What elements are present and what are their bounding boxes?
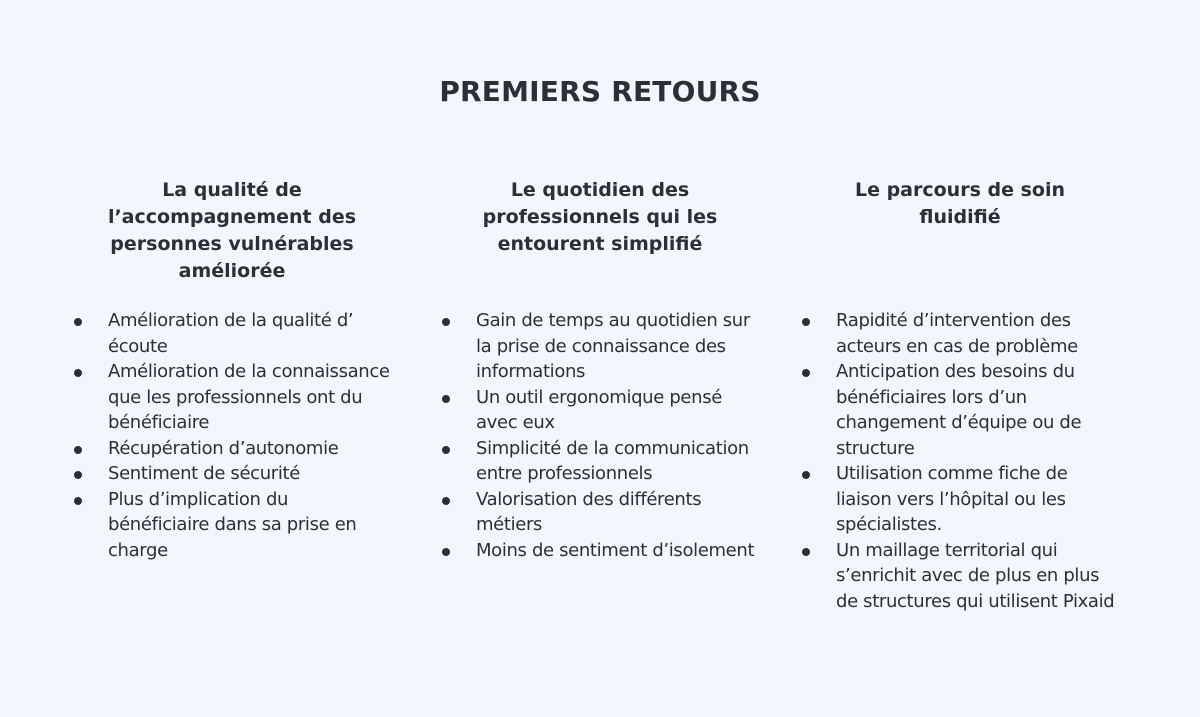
- bullet-icon: [442, 446, 450, 454]
- bullet-icon: [442, 395, 450, 403]
- list-item-text: Valorisation des différents métiers: [476, 488, 702, 535]
- list-item: [72, 487, 394, 564]
- bullet-icon: [442, 548, 450, 556]
- list-item: [800, 461, 1122, 538]
- bullet-icon: [442, 318, 450, 326]
- bullet-icon: [802, 471, 810, 479]
- list-item: [440, 538, 760, 564]
- list-item-text: Plus d’implication du bénéficiaire dans sa prise en charge: [108, 488, 357, 561]
- list-item-text: Utilisation comme fiche de liaison vers l’hôpital ou les spécialistes.: [836, 463, 1068, 535]
- list-item: [72, 436, 394, 462]
- list-item-text: Simplicité de la communication entre professionnels: [476, 437, 749, 484]
- list-item-text: Gain de temps au quotidien sur la prise de connaissance des informations: [476, 310, 750, 382]
- column-accompaniment-quality: [72, 177, 394, 561]
- bullet-list: [72, 308, 394, 563]
- column-heading: Le quotidien des professionnels qui les entourent simplifié: [482, 179, 718, 255]
- bullet-icon: [802, 548, 810, 556]
- bullet-icon: [74, 369, 82, 377]
- list-item: [440, 385, 760, 436]
- list-item: [800, 359, 1122, 461]
- list-item-text: Un maillage territorial qui s’enrichit avec de plus en plus de structures qui utilisent Pixaid: [836, 539, 1115, 612]
- column-heading: La qualité de l’accompagnement des personnes vulnérables améliorée: [107, 179, 357, 282]
- list-item-text: Moins de sentiment d’isolement: [476, 539, 755, 561]
- bullet-icon: [74, 318, 82, 326]
- list-item-text: Un outil ergonomique pensé avec eux: [476, 386, 722, 433]
- column-care-pathway: [800, 177, 1122, 612]
- list-item: [800, 538, 1122, 615]
- list-item: [440, 487, 760, 538]
- list-item-text: Récupération d’autonomie: [108, 437, 339, 459]
- bullet-list: [800, 308, 1122, 614]
- list-item-text: Amélioration de la qualité d’ écoute: [108, 310, 354, 357]
- list-item-text: Anticipation des besoins du bénéficiaires lors d’un changement d’équipe ou de structure: [836, 361, 1082, 459]
- list-item: [72, 461, 394, 487]
- bullet-icon: [74, 497, 82, 505]
- page-title: PREMIERS RETOURS: [439, 74, 761, 108]
- list-item: [440, 436, 760, 487]
- column-heading: Le parcours de soin fluidifié: [854, 179, 1066, 228]
- column-professionals-daily-life: [440, 177, 760, 561]
- bullet-icon: [442, 497, 450, 505]
- list-item: [72, 308, 394, 359]
- bullet-icon: [74, 471, 82, 479]
- list-item: [800, 308, 1122, 359]
- list-item-text: Amélioration de la connaissance que les professionnels ont du bénéficiaire: [108, 361, 390, 433]
- bullet-icon: [74, 446, 82, 454]
- list-item-text: Sentiment de sécurité: [108, 463, 300, 484]
- bullet-icon: [802, 318, 810, 326]
- list-item-text: Rapidité d’intervention des acteurs en cas de problème: [836, 310, 1078, 357]
- list-item: [72, 359, 394, 436]
- bullet-list: [440, 308, 760, 563]
- list-item: [440, 308, 760, 385]
- bullet-icon: [802, 369, 810, 377]
